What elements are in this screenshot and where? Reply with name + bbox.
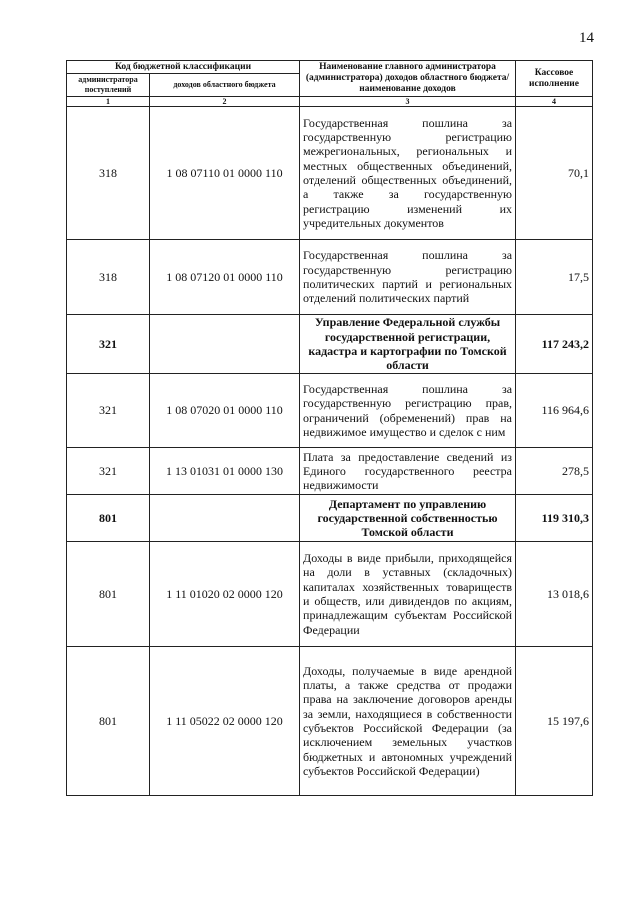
revenue-code: 1 08 07020 01 0000 110 [150,374,300,448]
revenue-code: 1 08 07120 01 0000 110 [150,240,300,315]
amount: 13 018,6 [516,542,593,647]
amount: 116 964,6 [516,374,593,448]
header-amount: Кассовое исполнение [516,61,593,97]
administrator-code: 321 [67,374,150,448]
revenue-code: 1 13 01031 01 0000 130 [150,448,300,495]
revenue-name: Государственная пошлина за государственную регистрацию прав, ограничений (обременений) прав на недвижимое имущество и сделок с ним [300,374,516,448]
table-row [67,448,593,495]
table-row [67,647,593,796]
revenue-name: Доходы, получаемые в виде арендной платы, а также средства от продажи права на заключение договоров аренды за земли, находящиеся в собственности субъектов Российской Федерации (за исключением земельных участков бюджетных и автономных учреждений субъектов Российской Федерации) [300,647,516,796]
administrator-name: Департамент по управлению государственной собственностью Томской области [300,495,516,542]
administrator-code: 321 [67,448,150,495]
amount: 15 197,6 [516,647,593,796]
column-number: 3 [300,97,516,107]
administrator-group-row [67,495,593,542]
header-row [67,61,593,74]
revenue-code: 1 08 07110 01 0000 110 [150,107,300,240]
administrator-code: 318 [67,107,150,240]
header-administrator-code: администратора поступлений [67,74,150,97]
table-row [67,374,593,448]
revenue-code: 1 11 05022 02 0000 120 [150,647,300,796]
administrator-code: 318 [67,240,150,315]
administrator-code: 801 [67,495,150,542]
revenue-name: Государственная пошлина за государственную регистрацию политических партий и региональных отделений политических партий [300,240,516,315]
amount: 70,1 [516,107,593,240]
table-row [67,240,593,315]
revenue-code [150,315,300,374]
table-row [67,107,593,240]
page-number: 14 [579,30,594,46]
column-number: 2 [150,97,300,107]
administrator-group-row [67,315,593,374]
column-number-row [67,97,593,107]
revenue-name: Доходы в виде прибыли, приходящейся на доли в уставных (складочных) капиталах хозяйственных товариществ и обществ, или дивидендов по акциям, принадлежащим субъектам Российской Федерации [300,542,516,647]
table-row [67,542,593,647]
administrator-code: 321 [67,315,150,374]
revenue-name: Плата за предоставление сведений из Единого государственного реестра недвижимости [300,448,516,495]
amount: 119 310,3 [516,495,593,542]
header-name: Наименование главного администратора (администратора) доходов областного бюджета/ наименование доходов [300,61,516,97]
revenue-code: 1 11 01020 02 0000 120 [150,542,300,647]
revenue-code [150,495,300,542]
header-revenue-code: доходов областного бюджета [150,74,300,97]
administrator-code: 801 [67,542,150,647]
column-number: 4 [516,97,593,107]
header-code-group: Код бюджетной классификации [67,61,300,74]
administrator-name: Управление Федеральной службы государственной регистрации, кадастра и картографии по Томской области [300,315,516,374]
revenue-table [66,60,593,796]
revenue-name: Государственная пошлина за государственную регистрацию межрегиональных, региональных и местных общественных объединений, отделений общественных объединений, а также за государственную регистрацию изменений их учредительных документов [300,107,516,240]
administrator-code: 801 [67,647,150,796]
amount: 278,5 [516,448,593,495]
amount: 17,5 [516,240,593,315]
amount: 117 243,2 [516,315,593,374]
column-number: 1 [67,97,150,107]
